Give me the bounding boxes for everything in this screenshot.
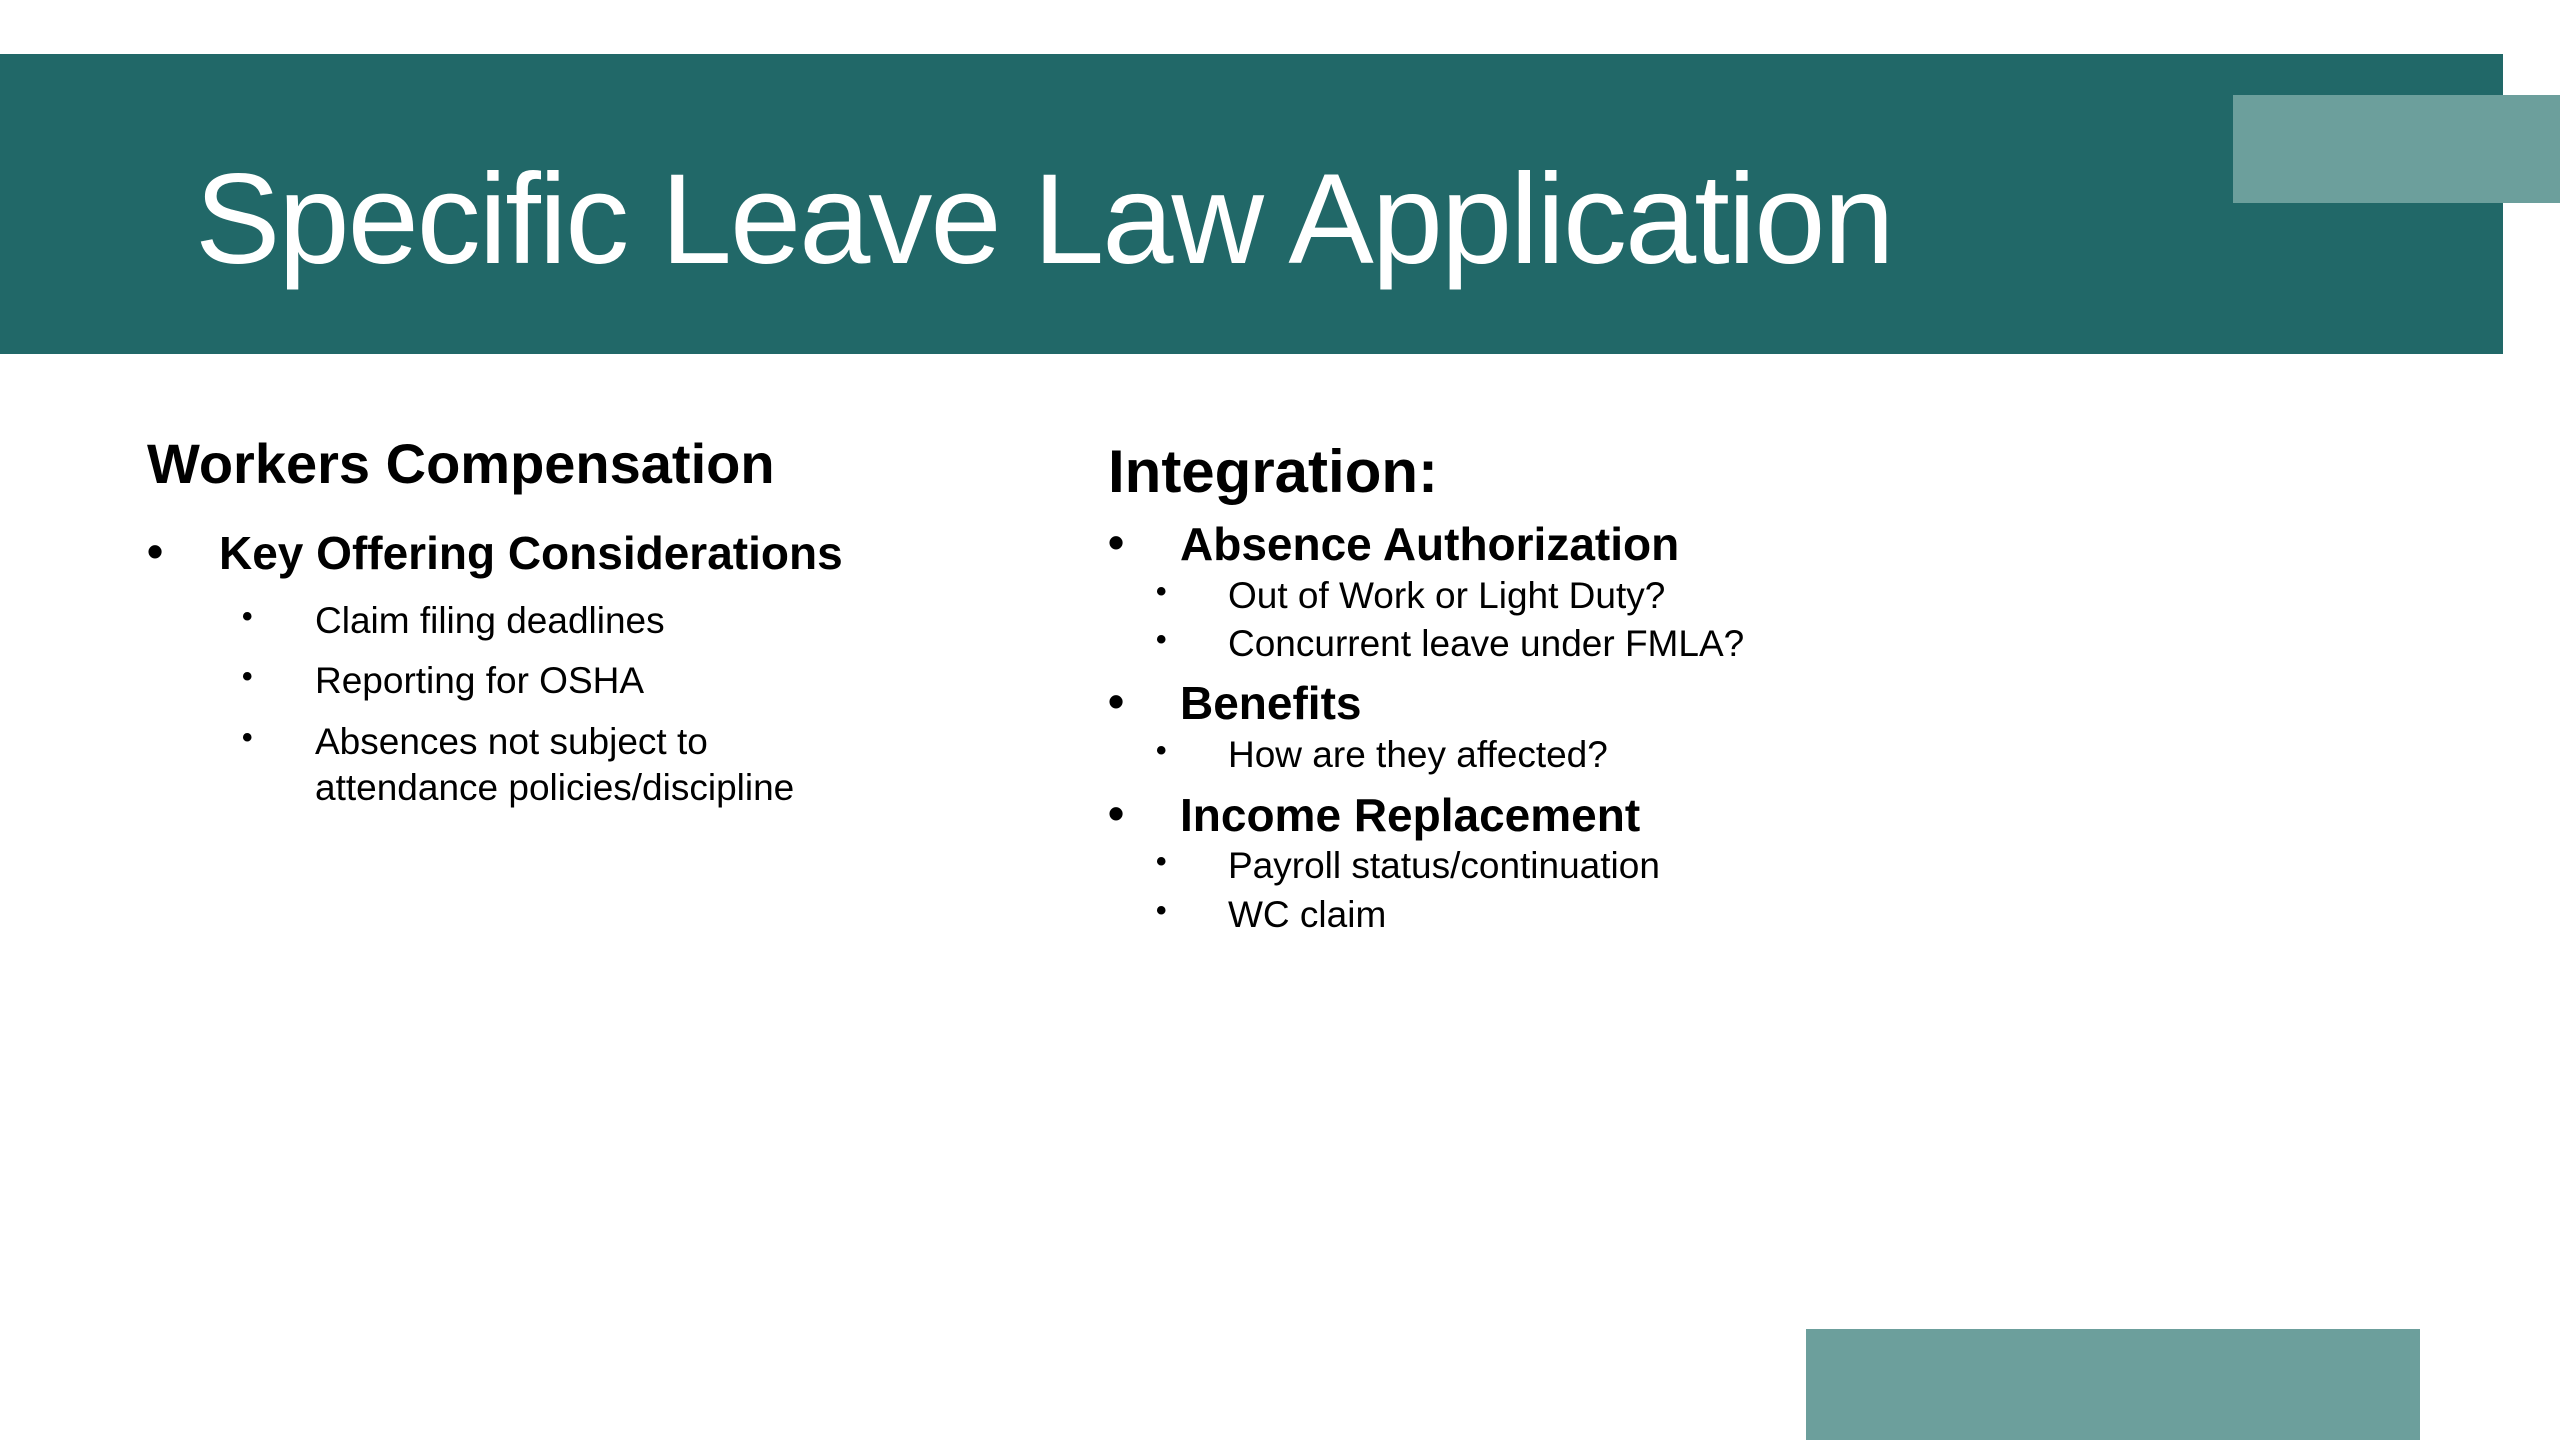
left-column: [147, 430, 1047, 811]
right-subitem-text: WC claim: [1228, 893, 1387, 935]
slide-title: Specific Leave Law Application: [195, 148, 1893, 291]
left-subitem: [147, 658, 875, 704]
left-heading: Workers Compensation: [147, 432, 775, 495]
right-item-label: Income Replacement: [1180, 788, 1641, 841]
right-item-label: Benefits: [1180, 677, 1362, 730]
bullet-icon: •: [1156, 574, 1167, 608]
right-item-absence-authorization: [1108, 518, 2208, 571]
right-subitem-text: Concurrent leave under FMLA?: [1228, 623, 1745, 665]
right-subitem-text: How are they affected?: [1228, 734, 1608, 776]
right-subitem: [1108, 732, 2208, 778]
right-subitem: [1108, 843, 2208, 889]
right-heading: Integration:: [1108, 438, 1438, 505]
right-item-benefits: [1108, 677, 2208, 730]
left-subitem: [147, 598, 875, 644]
left-item-label: Key Offering Considerations: [219, 527, 843, 580]
bullet-icon: •: [1156, 623, 1167, 657]
bullet-icon: •: [242, 660, 253, 694]
bullet-icon: •: [1108, 516, 1125, 568]
left-item-key-offering: [147, 527, 1047, 580]
bullet-icon: •: [242, 600, 253, 634]
left-subitem-text: Absences not subject to attendance policies/discipline: [315, 720, 795, 808]
bullet-icon: •: [1156, 734, 1167, 768]
bullet-icon: •: [147, 525, 164, 578]
right-subitem: [1108, 892, 2208, 938]
right-subitem-text: Out of Work or Light Duty?: [1228, 574, 1666, 616]
right-item-label: Absence Authorization: [1180, 518, 1680, 570]
bullet-icon: •: [242, 720, 253, 754]
left-subitem: [147, 719, 875, 812]
left-subitem-text: Claim filing deadlines: [315, 600, 665, 642]
right-column: [1108, 436, 2208, 938]
bullet-icon: •: [1156, 893, 1167, 927]
right-subitem: [1108, 621, 2208, 667]
right-item-income-replacement: [1108, 786, 2208, 842]
bullet-icon: •: [1108, 786, 1125, 839]
accent-block-top-right: [2233, 95, 2560, 203]
right-subitem: [1108, 573, 2208, 619]
bullet-icon: •: [1108, 675, 1125, 728]
bullet-icon: •: [1156, 845, 1167, 879]
accent-block-bottom: [1806, 1329, 2420, 1440]
left-subitem-text: Reporting for OSHA: [315, 660, 645, 702]
right-subitem-text: Payroll status/continuation: [1228, 845, 1660, 887]
